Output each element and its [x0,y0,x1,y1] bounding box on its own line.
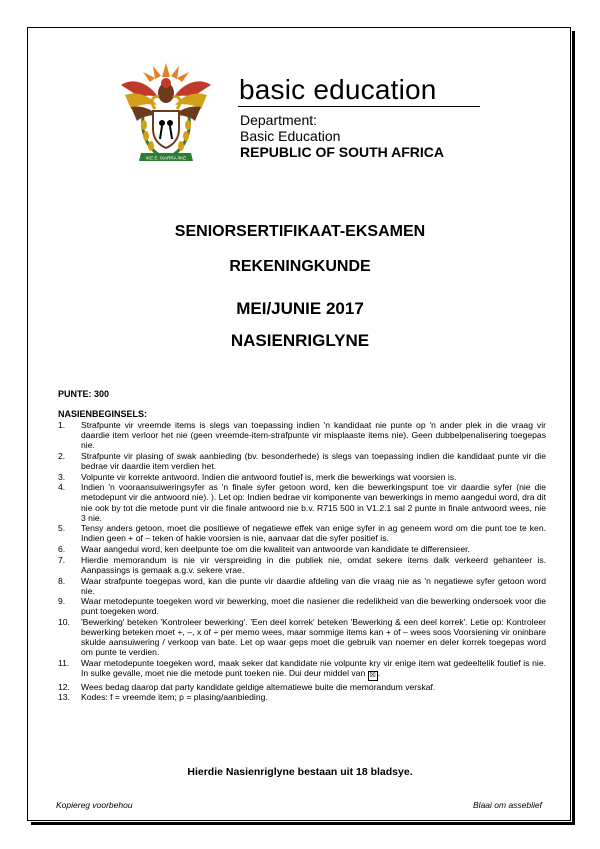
item-number: 5. [58,523,66,534]
brand-divider [238,106,480,107]
total-points: PUNTE: 300 [58,389,110,399]
item-number: 10. [58,617,70,628]
page-count-note: Hierdie Nasienriglyne bestaan uit 18 bladsye. [187,766,413,778]
item-text: Strafpunte vir plasing of swak aanbieding (bv. besonderhede) is slegs van toepassing indien die kandidaat punte vir die bedrae vir daardie item verdien het. [81,450,546,471]
footer-copyright: Kopiereg voorbehou [56,800,133,810]
list-item [58,544,546,554]
item-text: Strafpunte vir vreemde items is slegs van toepassing indien 'n kandidaat nie punte op 'n ander plek in die vraag vir daardie item verloor het nie (geen vreemde-item-strafpunte vir misplaaste items nie). Geen dubbelpenalisering toegepas nie. [81,420,546,451]
document-type-title: NASIENRIGLYNE [230,331,370,350]
subject-title: REKENINGKUNDE [229,258,371,275]
item-text: Indien 'n vooraansuiweringsyfer as 'n finale syfer getoon word, ken die bewerkingspunt toe vir daardie syfer (nie die metodepunt vir die antwoord nie). ). Let op: Indien bedrae vir komponente van bewerkings in memo aangedui word, dra dit nie ook by tot die metode punt vir die finale antwoord nie b.v. R715 500 in V1.2.1 sal 2 punte in finale antwoord wees, nie 3 nie. [81,482,546,523]
item-number: 8. [58,575,66,586]
list-item [58,472,546,482]
brand-department-name: Basic Education [240,128,341,144]
list-item [58,596,546,616]
item-text: Waar metodepunte toegeken word vir bewerking, moet die nasiener die redelikheid van die bewerking ondersoek voor die punt toegeken word. [81,596,546,617]
crest-motto: !KE E: /XARRA //KE [145,155,187,161]
list-item [58,420,546,450]
brand-department-label: Department: [240,112,318,128]
item-text: 'Bewerking' beteken 'Kontroleer bewerking'. 'Een deel korrek' beteken 'Bewerking & een deel korrek'. Letie op: Kontroleer bewerking beteken moet +, –, x of ÷ per memo wees, maar sommige items kan + of – wees soos Voorsiening vir oninbare skulde aansuiwering / verkoop van bate. Let op waar geps moet die gebruik van noemer en deler korrek toegepas word om punte te verdien. [81,617,546,658]
item-text: Kodes: f = vreemde item; p = plasing/aanbieding. [81,692,268,703]
item-text: Volpunte vir korrekte antwoord. Indien die antwoord foutief is, merk die bewerkings wat voorsien is. [81,471,457,482]
item-text-body: Waar metodepunte toegeken word, maak seker dat kandidate nie volpunte kry vir enige item wat gedeeltelik foutief is nie. In sulke gevalle, moet nie die metode punt toeken nie. Dui deur middel van [81,658,546,679]
x-mark-box-icon: ☒ [369,672,376,680]
item-number: 11. [58,658,70,669]
list-item [58,482,546,522]
item-number: 12. [58,681,70,692]
item-number: 13. [58,692,70,703]
brand-title: basic education [239,74,437,105]
list-item [58,692,546,702]
brand-country: REPUBLIC OF SOUTH AFRICA [240,144,445,160]
item-text: Tensy anders getoon, moet die positiewe of negatiewe effek van enige syfer in ag geneem word om die punt toe te ken. Indien geen + of – teken of hakie voorsien is nie, aanvaar dat die syfer positief is. [81,523,546,544]
list-item [58,523,546,543]
list-item [58,555,546,575]
list-item [58,617,546,657]
item-text: Waar strafpunte toegepas word, kan die punte vir daardie afdeling van die vraag nie as 'n negatiewe syfer getoon word nie. [81,575,546,596]
principles-list [58,420,546,703]
item-text: Waar metodepunte toegeken word, maak seker dat kandidate nie volpunte kry vir enige item wat gedeeltelik foutief is nie. In sulke gevalle, moet nie die metode punt toeken nie. Dui deur middel van ☒ . [81,658,546,680]
item-text: Wees bedag daarop dat party kandidate geldige alternatiewe buite die memorandum verskaf. [81,681,436,692]
list-item [58,682,546,692]
item-number: 4. [58,482,66,493]
list-item [58,451,546,471]
footer-turn-page: Blaai om asseblief [473,800,542,810]
item-number: 2. [58,450,66,461]
item-text: Hierdie memorandum is nie vir verspreiding in die publiek nie, omdat sekere items dalk verkeerd gehanteer is. Aanpassings is gemaak a.g.v. sekere vrae. [81,554,546,575]
exam-title: SENIORSERTIFIKAAT-EKSAMEN [174,223,426,240]
coat-of-arms-logo [113,55,219,170]
item-number: 6. [58,544,66,555]
item-number: 9. [58,596,66,607]
item-number: 7. [58,554,66,565]
principles-heading: NASIENBEGINSELS: [58,409,148,419]
list-item [58,658,546,681]
list-item [58,576,546,596]
session-title: MEI/JUNIE 2017 [236,299,364,318]
item-text: Waar aangedui word, ken deelpunte toe om die kwaliteit van antwoorde van kandidate te differensieer. [81,544,470,555]
item-number: 1. [58,420,66,430]
item-number: 3. [58,471,66,482]
